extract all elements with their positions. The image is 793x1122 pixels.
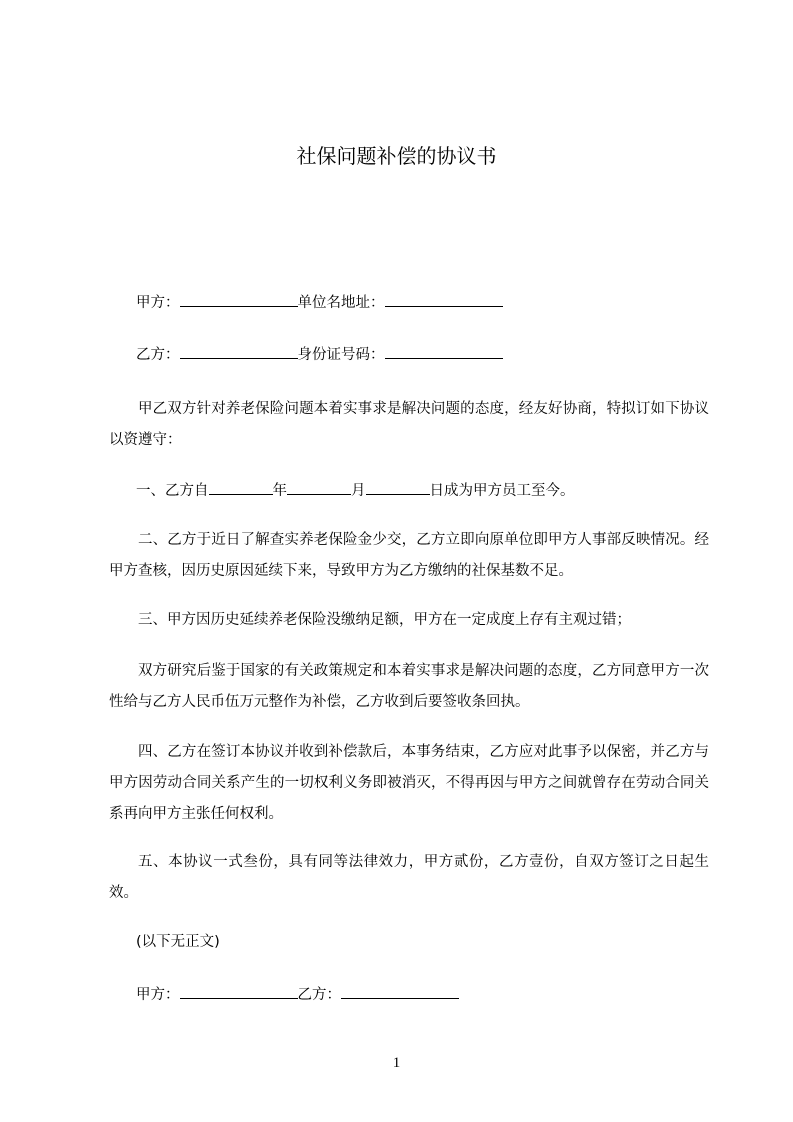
party-b-line — [136, 344, 503, 365]
month-blank — [287, 480, 351, 495]
no-more-text-note: (以下无正文) — [136, 934, 220, 950]
year-blank — [209, 480, 273, 495]
day-blank — [366, 480, 430, 495]
clause-3-continuation: 双方研究后鉴于国家的有关政策规定和本着实事求是解决问题的态度，乙方同意甲方一次性给与乙方人民币伍万元整作为补偿，乙方收到后要签收条回执。 — [109, 663, 709, 710]
party-a-label: 甲方： — [136, 295, 180, 311]
clause-1-prefix: 一、乙方自 — [136, 483, 209, 499]
signature-party-b-label: 乙方： — [297, 987, 341, 1003]
clause-4: 四、乙方在签订本协议并收到补偿款后，本事务结束，乙方应对此事予以保密，并乙方与甲方因劳动合同关系产生的一切权利义务即被消灭，不得再因与甲方之间就曾存在劳动合同关系再向甲方主张任何权利。 — [109, 744, 709, 822]
clause-5: 五、本协议一式叁份，具有同等法律效力，甲方贰份，乙方壹份，自双方签订之日起生效。 — [109, 854, 709, 901]
clause-3: 三、甲方因历史延续养老保险没缴纳足额，甲方在一定成度上存有主观过错； — [138, 612, 631, 628]
month-label: 月 — [351, 483, 366, 499]
page-number: 1 — [392, 1055, 401, 1071]
address-blank — [385, 292, 503, 307]
id-number-label: 身份证号码： — [297, 347, 385, 363]
party-b-name-blank — [180, 344, 298, 359]
signature-party-a-blank — [180, 984, 298, 999]
signature-line — [136, 984, 459, 1005]
clause-1 — [136, 480, 575, 501]
signature-party-b-blank — [341, 984, 459, 999]
party-b-label: 乙方： — [136, 347, 180, 363]
signature-party-a-label: 甲方： — [136, 987, 180, 1003]
year-label: 年 — [272, 483, 287, 499]
intro-paragraph: 甲乙双方针对养老保险问题本着实事求是解决问题的态度，经友好协商，特拟订如下协议以资遵守： — [109, 401, 709, 448]
party-a-name-blank — [180, 292, 298, 307]
party-a-line — [136, 292, 503, 313]
document-title: 社保问题补偿的协议书 — [296, 144, 497, 168]
clause-1-suffix: 日成为甲方员工至今。 — [429, 483, 575, 499]
address-label: 单位名地址： — [297, 295, 385, 311]
clause-2: 二、乙方于近日了解查实养老保险金少交，乙方立即向原单位即甲方人事部反映情况。经甲方查核，因历史原因延续下来，导致甲方为乙方缴纳的社保基数不足。 — [109, 532, 709, 579]
id-number-blank — [385, 344, 503, 359]
